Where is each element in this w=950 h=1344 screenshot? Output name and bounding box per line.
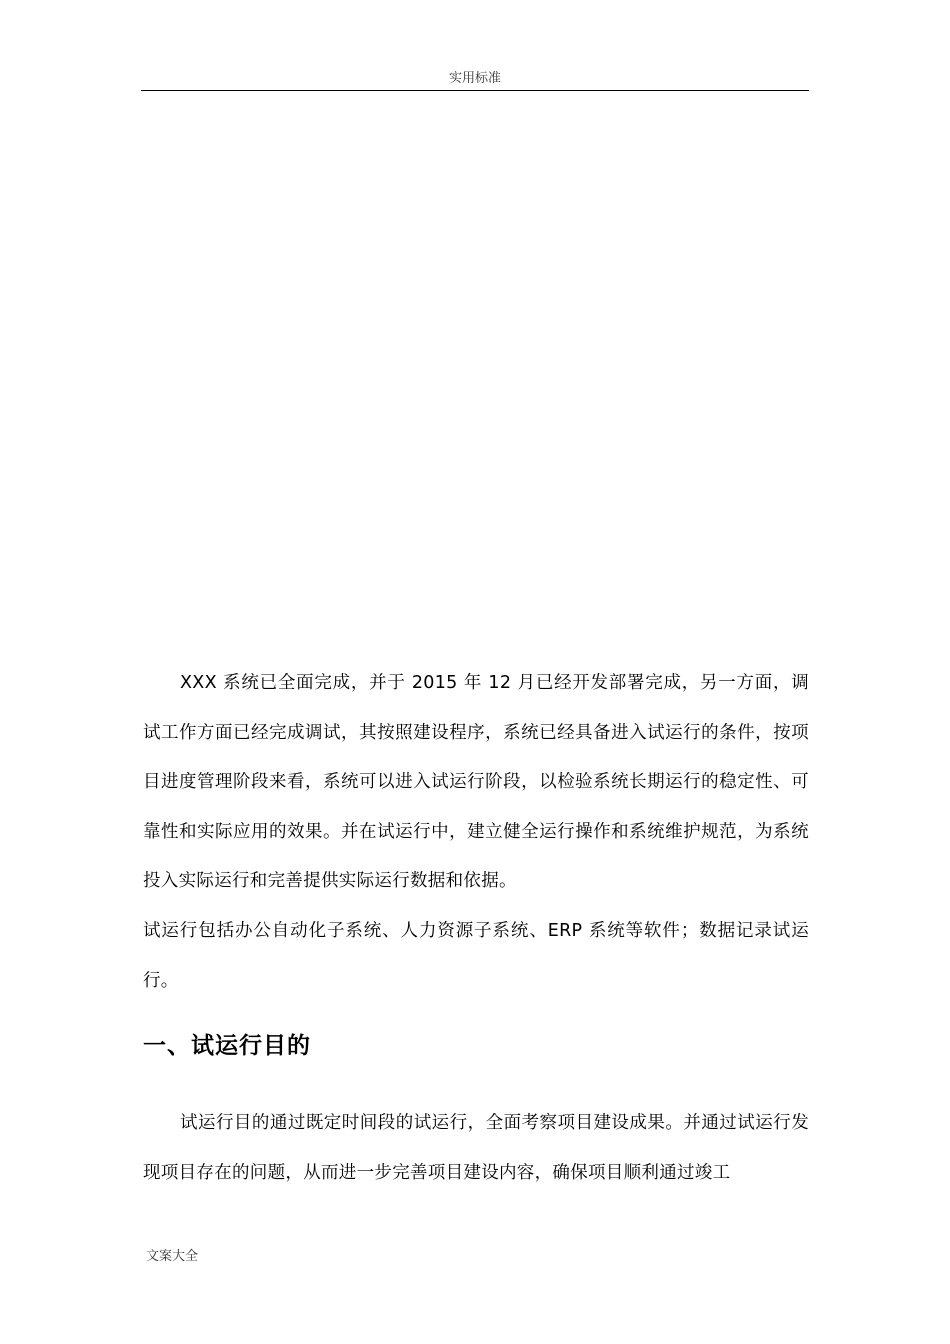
- purpose-paragraph: 试运行目的通过既定时间段的试运行，全面考察项目建设成果。并通过试运行发现项目存在的问题，从而进一步完善项目建设内容，确保项目顺利通过竣工: [143, 1113, 809, 1183]
- page-header-title: 实用标准: [448, 71, 501, 86]
- page-footer-label: 文案大全: [146, 1249, 199, 1264]
- scope-paragraph: 试运行包括办公自动化子系统、人力资源子系统、ERP 系统等软件；数据记录试运行。: [143, 921, 809, 991]
- page-footer: [146, 1248, 198, 1266]
- intro-paragraph: XXX 系统已全面完成，并于 2015 年 12 月已经开发部署完成，另一方面，调试工作方面已经完成调试，其按照建设程序，系统已经具备进入试运行的条件，按项目进度管理阶段来看，系统可以进入试运行阶段，以检验系统长期运行的稳定性、可靠性和实际应用的效果。并在试运行中，建立健全运行操作和系统维护规范，为系统投入实际运行和完善提供实际运行数据和依据。: [143, 673, 809, 891]
- page-header: [141, 70, 809, 91]
- section-heading: 一、试运行目的: [143, 1033, 311, 1059]
